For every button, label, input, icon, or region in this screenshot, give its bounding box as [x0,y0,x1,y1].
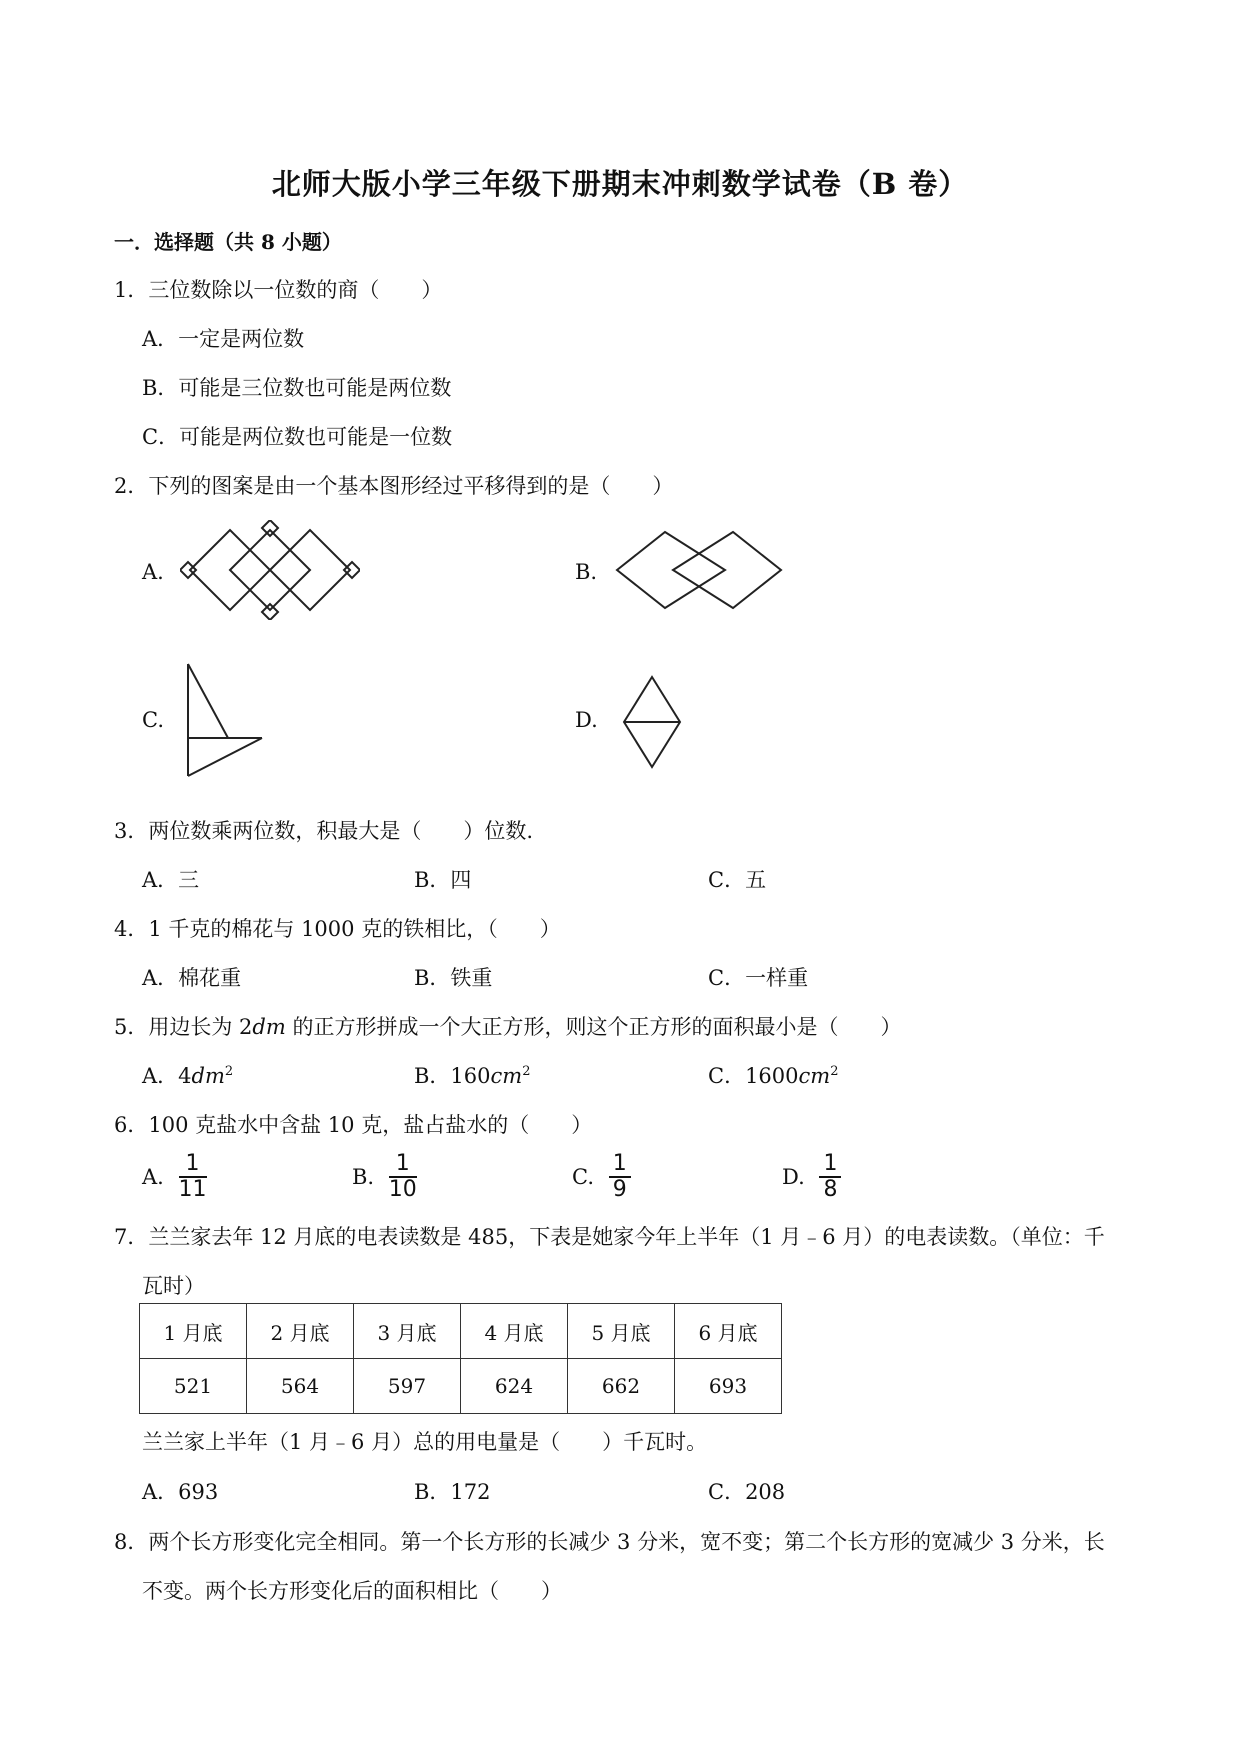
question-7-question: 兰兰家上半年（1 月﹣6 月）总的用电量是（ ）千瓦时。 [142,1430,708,1454]
question-1-option-c[interactable]: C．可能是两位数也可能是一位数 [142,425,453,449]
fraction-1-8: $\frac{1}{8}$ [819,1152,841,1202]
question-2-figure-a [180,520,360,620]
table-cell: 597 [354,1359,461,1414]
question-5-stem: 5．用边长为 2dm 的正方形拼成一个大正方形，则这个正方形的面积最小是（ ） [114,1015,902,1039]
question-6-option-b[interactable]: B. $\frac{1}{10}$ [352,1151,417,1202]
meter-reading-table [139,1303,782,1414]
question-2-option-b-label[interactable]: B. [575,560,598,584]
question-6-option-d[interactable]: D. $\frac{1}{8}$ [782,1152,841,1202]
fraction-1-9: $\frac{1}{9}$ [609,1152,631,1202]
question-2-figure-c [180,660,270,780]
question-7-option-a[interactable]: A．693 [142,1480,219,1504]
table-cell: 693 [675,1359,782,1414]
question-3-stem: 3．两位数乘两位数，积最大是（ ）位数. [114,819,534,843]
question-3-option-c[interactable]: C．五 [708,868,767,892]
table-header-cell: 1 月底 [140,1304,247,1359]
fraction-1-10: $\frac{1}{10}$ [388,1151,417,1202]
table-header-cell: 2 月底 [247,1304,354,1359]
table-header-cell: 5 月底 [568,1304,675,1359]
question-3-option-b[interactable]: B．四 [414,868,472,892]
question-7-stem-line-2: 瓦时） [142,1274,205,1298]
question-1-stem: 1．三位数除以一位数的商（ ） [114,278,443,302]
question-2-option-a-label[interactable]: A. [142,560,164,584]
question-2-option-c-label[interactable]: C. [142,708,164,732]
question-6-option-a[interactable]: A. $\frac{1}{11}$ [142,1151,207,1202]
question-2-figure-d [622,675,682,769]
table-row [140,1359,782,1414]
fraction-1-11: $\frac{1}{11}$ [178,1151,207,1202]
question-4-option-a[interactable]: A．棉花重 [142,966,242,990]
question-7-stem-line-1: 7．兰兰家去年 12 月底的电表读数是 485，下表是她家今年上半年（1 月﹣6 月）的电表读数。（单位：千 [114,1225,1105,1249]
question-5-option-b[interactable]: B．$160cm^2$ [414,1064,531,1088]
question-5-option-c[interactable]: C．$1600cm^2$ [708,1064,839,1088]
question-6-stem: 6．100 克盐水中含盐 10 克，盐占盐水的（ ） [114,1113,593,1137]
question-5-option-a[interactable]: A．$4dm^2$ [142,1064,234,1088]
table-cell: 521 [140,1359,247,1414]
question-2-stem: 2．下列的图案是由一个基本图形经过平移得到的是（ ） [114,474,674,498]
table-header-cell: 3 月底 [354,1304,461,1359]
question-1-option-b[interactable]: B．可能是三位数也可能是两位数 [142,376,452,400]
section-heading: 一．选择题（共 8 小题） [114,230,342,254]
page-title: 北师大版小学三年级下册期末冲刺数学试卷（B 卷） [271,167,969,201]
table-cell: 564 [247,1359,354,1414]
question-4-option-b[interactable]: B．铁重 [414,966,493,990]
table-cell: 624 [461,1359,568,1414]
table-cell: 662 [568,1359,675,1414]
question-1-option-a[interactable]: A．一定是两位数 [142,327,305,351]
table-header-cell: 6 月底 [675,1304,782,1359]
question-6-option-c[interactable]: C. $\frac{1}{9}$ [572,1152,631,1202]
question-3-option-a[interactable]: A．三 [142,868,200,892]
question-8-stem-line-2: 不变。两个长方形变化后的面积相比（ ） [142,1579,562,1603]
question-7-option-c[interactable]: C．208 [708,1480,786,1504]
question-7-option-b[interactable]: B．172 [414,1480,491,1504]
table-header-row [140,1304,782,1359]
question-2-figure-b [615,530,785,610]
question-2-option-d-label[interactable]: D. [575,708,598,732]
question-4-stem: 4．1 千克的棉花与 1000 克的铁相比，（ ） [114,917,561,941]
question-4-option-c[interactable]: C．一样重 [708,966,809,990]
table-header-cell: 4 月底 [461,1304,568,1359]
question-8-stem-line-1: 8．两个长方形变化完全相同。第一个长方形的长减少 3 分米，宽不变；第二个长方形的宽减少 3 分米，长 [114,1530,1105,1554]
